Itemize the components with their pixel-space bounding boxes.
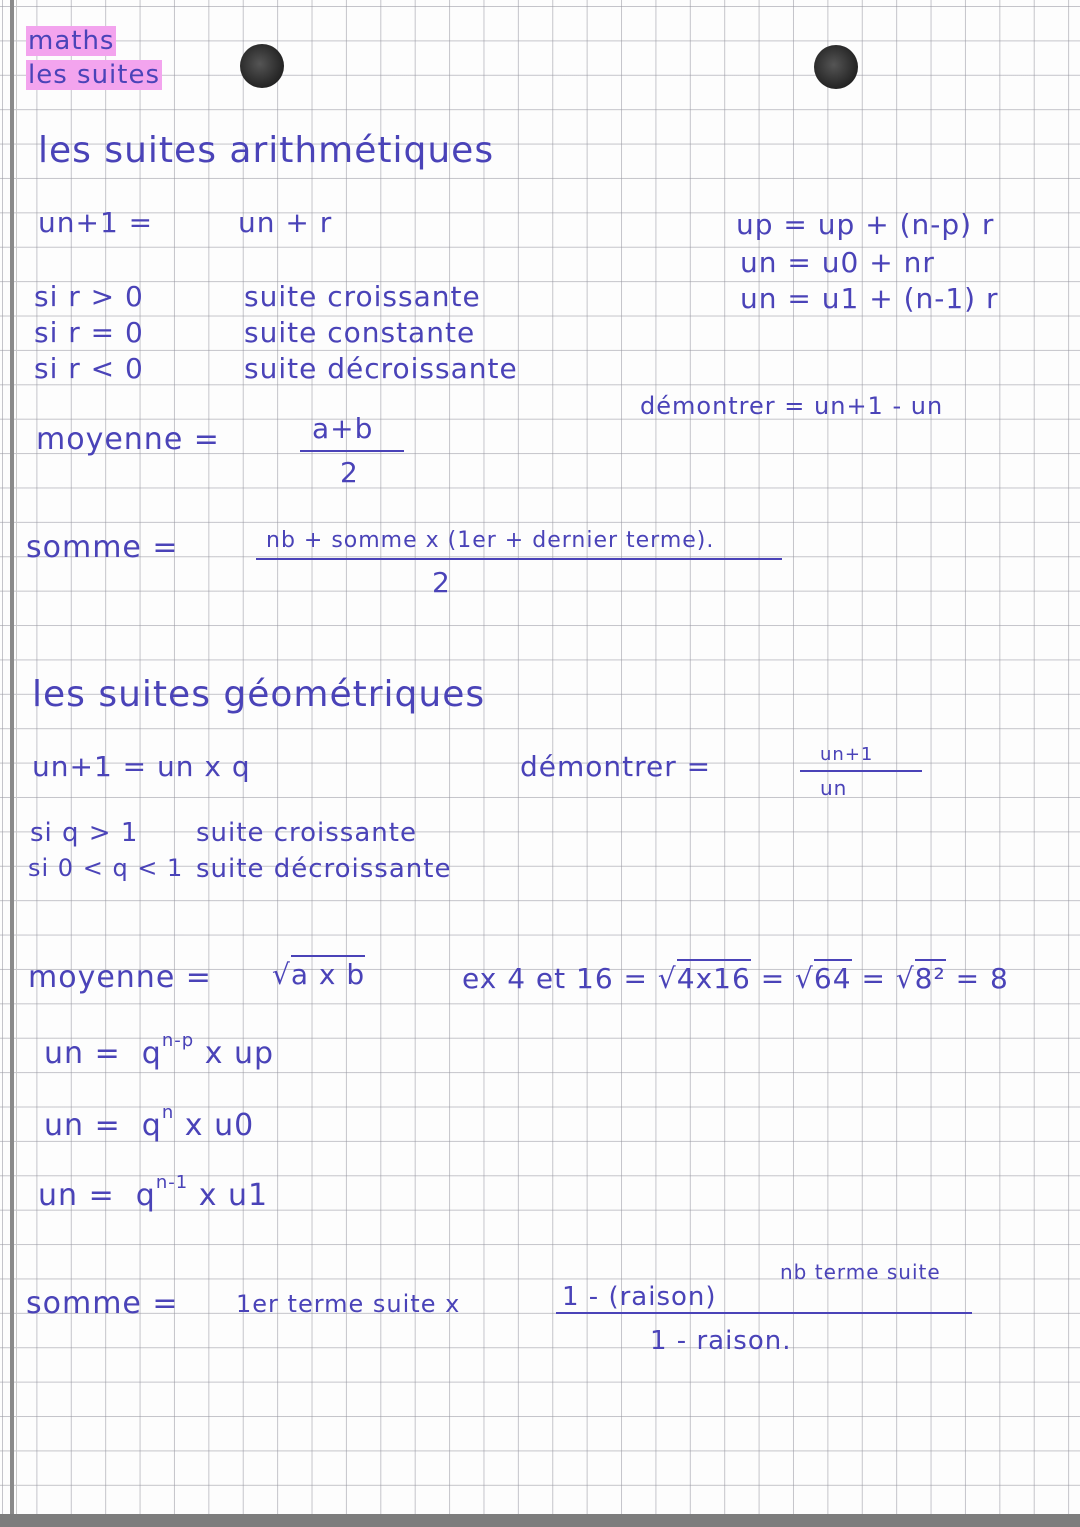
margin-line bbox=[10, 0, 14, 1527]
arith-formula-u0: un = u0 + nr bbox=[740, 246, 935, 279]
geo-formula: un = $q^{n-1}$ x u1 bbox=[38, 1172, 269, 1213]
chapter-heading: les suites bbox=[28, 60, 161, 90]
geo-somme-label: somme = bbox=[26, 1286, 179, 1321]
geo-formula: un = $q^{n-p}$ x up bbox=[44, 1030, 275, 1071]
geo-moyenne-label: moyenne = bbox=[28, 960, 212, 995]
geo-case-cond: si 0 < q < 1 bbox=[28, 854, 184, 882]
arith-case-result: suite décroissante bbox=[244, 352, 518, 385]
geo-somme-fraction-bar bbox=[556, 1312, 972, 1314]
geo-title: les suites géométriques bbox=[32, 674, 486, 715]
arith-somme-label: somme = bbox=[26, 530, 179, 565]
geo-somme-denominator: 1 - raison. bbox=[650, 1326, 792, 1356]
subject-heading: maths bbox=[28, 26, 115, 56]
arith-moyenne-denominator: 2 bbox=[340, 456, 359, 489]
geo-demontrer-numerator: un+1 bbox=[820, 744, 874, 765]
arith-moyenne-numerator: a+b bbox=[312, 412, 374, 445]
geo-moyenne-value: √a x b bbox=[272, 958, 365, 991]
arith-title: les suites arithmétiques bbox=[38, 130, 495, 171]
geo-case-result: suite décroissante bbox=[196, 854, 452, 884]
margin-line-inner bbox=[16, 0, 17, 1527]
arith-moyenne-label: moyenne = bbox=[36, 422, 220, 457]
geo-demontrer-label: démontrer = bbox=[520, 750, 712, 783]
geo-case-cond: si q > 1 bbox=[30, 818, 139, 848]
arith-formula-up: up = up + (n-p) r bbox=[736, 208, 995, 241]
geo-somme-numerator: 1 - (raison) bbox=[562, 1282, 717, 1312]
arith-somme-denominator: 2 bbox=[432, 566, 451, 599]
page-bottom-edge bbox=[0, 1514, 1080, 1527]
arith-formula-u1: un = u1 + (n-1) r bbox=[740, 282, 999, 315]
arith-case-cond: si r = 0 bbox=[34, 316, 144, 349]
arith-case-cond: si r > 0 bbox=[34, 280, 144, 313]
arith-demontrer: démontrer = un+1 - un bbox=[640, 392, 944, 420]
punch-hole-right bbox=[814, 45, 858, 89]
geo-demontrer-denominator: un bbox=[820, 776, 848, 800]
geo-demontrer-fraction-bar bbox=[800, 770, 922, 772]
arith-somme-fraction-bar bbox=[256, 558, 782, 560]
arith-case-result: suite croissante bbox=[244, 280, 481, 313]
arith-somme-numerator: nb + somme x (1er + dernier terme). bbox=[266, 528, 715, 553]
geo-somme-first-term: 1er terme suite x bbox=[236, 1290, 461, 1318]
punch-hole-left bbox=[240, 44, 284, 88]
geo-case-result: suite croissante bbox=[196, 818, 417, 848]
arith-case-cond: si r < 0 bbox=[34, 352, 144, 385]
geo-recurrence: un+1 = un x q bbox=[32, 750, 251, 783]
arith-case-result: suite constante bbox=[244, 316, 476, 349]
geo-example: ex 4 et 16 = √4x16 = √64 = √8² = 8 bbox=[462, 962, 1009, 995]
arith-recurrence-rhs: un + r bbox=[238, 206, 333, 239]
arith-moyenne-fraction-bar bbox=[300, 450, 404, 452]
arith-recurrence-lhs: un+1 = bbox=[38, 206, 154, 239]
geo-somme-exponent: nb terme suite bbox=[780, 1260, 941, 1284]
geo-formula: un = $q^n$ x u0 bbox=[44, 1102, 255, 1143]
